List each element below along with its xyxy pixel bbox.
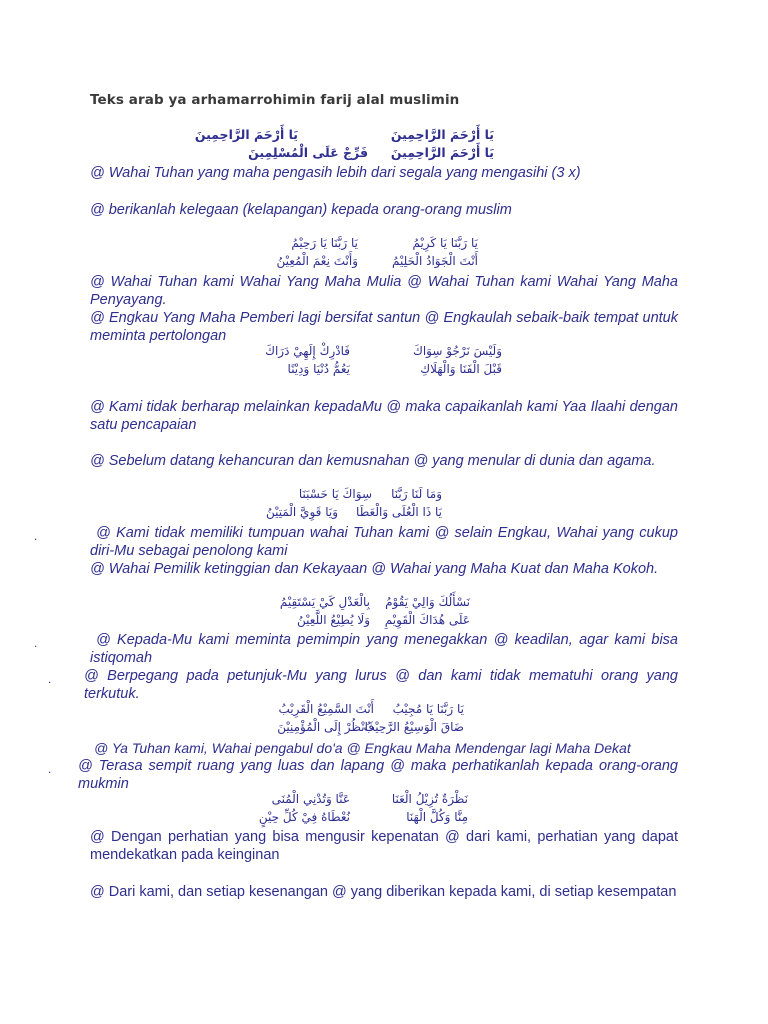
arabic-line: وَمَا لَنَا رَبَّنَا [391, 487, 442, 501]
translation-paragraph: @ Berpegang pada petunjuk-Mu yang lurus @ dan kami tidak mematuhi orang yang terkutuk. [84, 668, 678, 702]
arabic-line: فَرِّجْ عَلَى الْمُسْلِمِينَ [248, 145, 368, 160]
arabic-line: وَأَنْتَ نِعْمَ الْمُعِيْنُ [276, 254, 358, 268]
arabic-line: أَنْتَ الْجَوَادُ الْحَلِيْمُ [391, 254, 478, 268]
arabic-line: يَا أَرْحَمَ الرَّاحِمِينَ [390, 127, 494, 142]
arabic-line: فَانْظُرْ إِلَى الْمُؤْمِنِيْنَ [277, 720, 374, 734]
arabic-line: مِنَّا وَكُلَّ الْهَنَا [406, 810, 468, 824]
translation-paragraph: @ Wahai Pemilik ketinggian dan Kekayaan @ Wahai yang Maha Kuat dan Maha Kokoh. [90, 561, 659, 577]
translation-paragraph: @ Kepada-Mu kami meminta pemimpin yang menegakkan @ keadilan, agar kami bisa istiqomah [90, 632, 678, 666]
translation-paragraph: @ Dengan perhatian yang bisa mengusir kepenatan @ dari kami, perhatian yang dapat mendekatkan pada keinginan [90, 829, 678, 863]
translation-paragraph: @ Kami tidak memiliki tumpuan wahai Tuhan kami @ selain Engkau, Wahai yang cukup diri-Mu sebagai penolong kami [90, 525, 678, 559]
translation-paragraph: @ Sebelum datang kehancuran dan kemusnahan @ yang menular di dunia dan agama. [90, 453, 656, 469]
arabic-line: يَا رَبَّنَا يَا كَرِيْمُ [412, 236, 478, 250]
list-bullet: . [48, 762, 52, 776]
arabic-line: وَلَا يُطِيْعُ اللَّعِيْنُ [297, 613, 370, 627]
arabic-line: قَبْلَ الْفَنَا وَالْهَلَاكِ [420, 362, 502, 376]
translation-paragraph: @ Terasa sempit ruang yang luas dan lapang @ maka perhatikanlah kepada orang-orang mukmin [78, 758, 678, 792]
list-bullet: . [34, 636, 38, 650]
arabic-line: فَادْرِكْ إِلَهِيْ دَرَاكَ [265, 344, 350, 358]
arabic-line: يَعُمُّ دُنْيَا وَدِيْنًا [287, 362, 350, 376]
arabic-line: ضَاقَ الْوَسِيْعُ الرَّحِيْبُ [363, 720, 464, 734]
arabic-line: سِوَاكَ يَا حَسْبَنَا [298, 487, 372, 501]
arabic-line: عَلَى هُدَاكَ الْقَوِيْمِ [384, 613, 470, 627]
arabic-line: نَظْرَةٌ تُزِيْلُ الْعَنَا [391, 792, 468, 806]
arabic-line: وَلَيْسَ نَرْجُوْ سِوَاكَ [412, 344, 502, 358]
arabic-line: يَا أَرْحَمَ الرَّاحِمِينَ [390, 145, 494, 160]
list-bullet: . [34, 529, 38, 543]
arabic-line: يَا ذَا الْعُلَى وَالْعَطَا [356, 505, 442, 519]
translation-paragraph: @ Dari kami, dan setiap kesenangan @ yang diberikan kepada kami, di setiap kesempatan [90, 884, 677, 900]
arabic-line: يَا رَبَّنَا يَا رَحِيْمُ [291, 236, 358, 250]
arabic-line: نُعْطَاهُ فِيْ كُلِّ حِيْنٍ [258, 810, 350, 824]
arabic-line: أَنْتَ السَّمِيْعُ الْقَرِيْبُ [278, 702, 374, 716]
translation-paragraph: @ Ya Tuhan kami, Wahai pengabul do'a @ Engkau Maha Mendengar lagi Maha Dekat [94, 740, 631, 756]
list-bullet: . [48, 672, 52, 686]
translation-paragraph: @ Wahai Tuhan yang maha pengasih lebih dari segala yang mengasihi (3 x) [90, 165, 581, 181]
translation-paragraph: @ Kami tidak berharap melainkan kepadaMu @ maka capaikanlah kami Yaa Ilaahi dengan satu pencapaian [90, 399, 678, 433]
arabic-line: وَيَا قَوِيَّ الْمَتِيْنُ [265, 505, 338, 519]
translation-paragraph: @ berikanlah kelegaan (kelapangan) kepada orang-orang muslim [90, 202, 512, 218]
document-title: Teks arab ya arhamarrohimin farij alal muslimin [90, 92, 460, 108]
arabic-line: بِالْعَدْلِ كَيْ يَسْتَقِيْمُ [279, 595, 370, 609]
arabic-line: نَسْأَلُكَ وَالِيْ يَقُوْمُ [385, 595, 470, 609]
translation-paragraph: @ Engkau Yang Maha Pemberi lagi bersifat santun @ Engkaulah sebaik-baik tempat untuk meminta pertolongan [90, 310, 678, 344]
arabic-line: يَا رَبَّنَا يَا مُجِيْبُ [392, 702, 464, 716]
arabic-line: يَا أَرْحَمَ الرَّاحِمِينَ [194, 127, 298, 142]
arabic-line: عَنَّا وَتُدْنِي الْمُنَى [271, 792, 350, 806]
translation-paragraph: @ Wahai Tuhan kami Wahai Yang Maha Mulia @ Wahai Tuhan kami Wahai Yang Maha Penyayang. [90, 274, 678, 308]
